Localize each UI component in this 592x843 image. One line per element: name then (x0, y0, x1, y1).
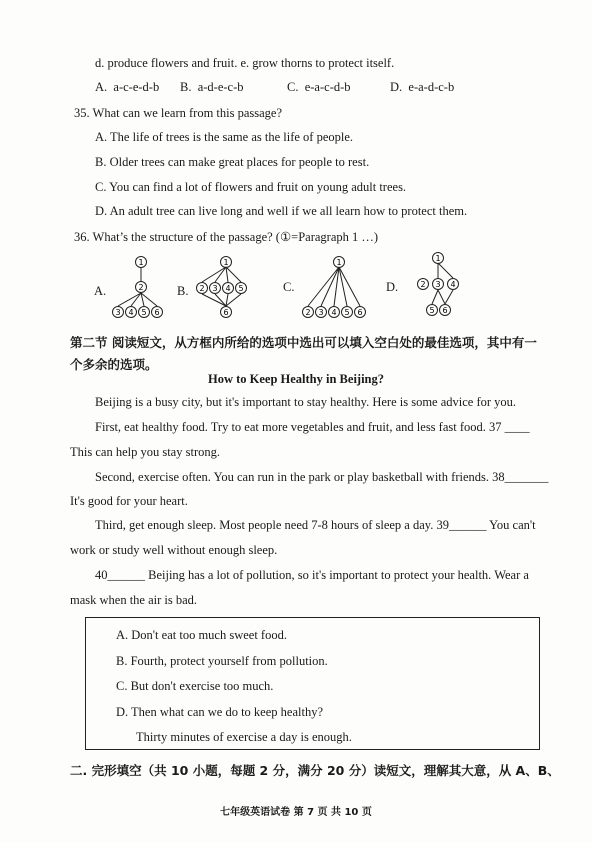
passage-line: Beijing is a busy city, but it's important to stay healthy. Here is some advice for you. (95, 395, 517, 409)
node-label: 5 (238, 284, 244, 293)
node-label: 4 (128, 308, 134, 317)
structure-label-a: A. (94, 284, 107, 298)
node-label: 4 (450, 280, 456, 289)
part2-heading: 二. 完形填空（共 10 小题，每题 2 分，满分 20 分）读短文，理解其大意，从 A、B、 (70, 763, 560, 778)
node-label: 4 (225, 284, 231, 293)
node-label: 5 (429, 306, 435, 315)
node-label: 3 (318, 308, 324, 317)
q34-option-a: A. a-c-e-d-b (95, 80, 160, 94)
node-label: 6 (442, 306, 448, 315)
node-label: 1 (435, 254, 441, 263)
node-label: 1 (138, 258, 144, 267)
choice-e: Thirty minutes of exercise a day is enough. (136, 730, 352, 744)
structure-diagram-c (298, 254, 378, 325)
structure-label-c: C. (283, 280, 295, 294)
node-label: 4 (331, 308, 337, 317)
node-label: 6 (357, 308, 363, 317)
choice-a: A. Don't eat too much sweet food. (116, 628, 287, 642)
passage-line: Third, get enough sleep. Most people need 7-8 hours of sleep a day. 39______ You can't (95, 518, 536, 532)
node-label: 1 (223, 258, 229, 267)
q35-option-a: A. The life of trees is the same as the life of people. (95, 130, 354, 144)
structure-diagram-b (191, 254, 257, 325)
q35-option-d: D. An adult tree can live long and well if we all learn how to protect them. (95, 204, 468, 218)
node-label: 2 (138, 283, 144, 292)
node-label: 5 (141, 308, 147, 317)
section2-heading-line1: 第二节 阅读短文，从方框内所给的选项中选出可以填入空白处的最佳选项，其中有一 (70, 335, 537, 350)
page-footer: 七年级英语试卷 第 7 页 共 10 页 (220, 807, 372, 818)
structure-label-d: D. (386, 280, 399, 294)
q34-option-c: C. e-a-c-d-b (287, 80, 351, 94)
q35-option-b: B. Older trees can make great places for people to rest. (95, 155, 370, 169)
passage-line: work or study well without enough sleep. (70, 543, 278, 557)
node-label: 6 (154, 308, 160, 317)
node-label: 2 (199, 284, 205, 293)
structure-diagram-d (401, 250, 467, 323)
choice-d: D. Then what can we do to keep healthy? (116, 705, 323, 719)
node-label: 3 (115, 308, 121, 317)
node-label: 1 (336, 258, 342, 267)
section2-heading-line2: 个多余的选项。 (70, 357, 158, 372)
q34-option-d: D. e-a-d-c-b (390, 80, 455, 94)
node-label: 2 (420, 280, 426, 289)
choice-c: C. But don't exercise too much. (116, 679, 274, 693)
passage-line: mask when the air is bad. (70, 593, 198, 607)
q36-stem: 36. What’s the structure of the passage? (①=Paragraph 1 …) (74, 230, 379, 244)
passage-line: 40______ Beijing has a lot of pollution, so it's important to protect your health. Wear a (95, 568, 529, 582)
passage-line: It's good for your heart. (70, 494, 188, 508)
passage-line: First, eat healthy food. Try to eat more vegetables and fruit, and less fast food. 37 ____ (95, 420, 530, 434)
q35-stem: 35. What can we learn from this passage? (74, 106, 283, 120)
node-label: 3 (212, 284, 218, 293)
q34-option-b: B. a-d-e-c-b (180, 80, 244, 94)
passage-line: This can help you stay strong. (70, 445, 220, 459)
node-label: 5 (344, 308, 350, 317)
passage-title: How to Keep Healthy in Beijing? (207, 372, 385, 386)
node-label: 3 (435, 280, 441, 289)
q35-option-c: C. You can find a lot of flowers and fruit on young adult trees. (95, 180, 407, 194)
choice-b: B. Fourth, protect yourself from pollution. (116, 654, 328, 668)
q34-options-line: d. produce flowers and fruit. e. grow thorns to protect itself. (95, 56, 395, 70)
node-label: 2 (305, 308, 311, 317)
node-label: 6 (223, 308, 229, 317)
passage-line: Second, exercise often. You can run in the park or play basketball with friends. 38_______ (95, 470, 549, 484)
structure-label-b: B. (177, 284, 189, 298)
structure-diagram-a (108, 254, 170, 325)
